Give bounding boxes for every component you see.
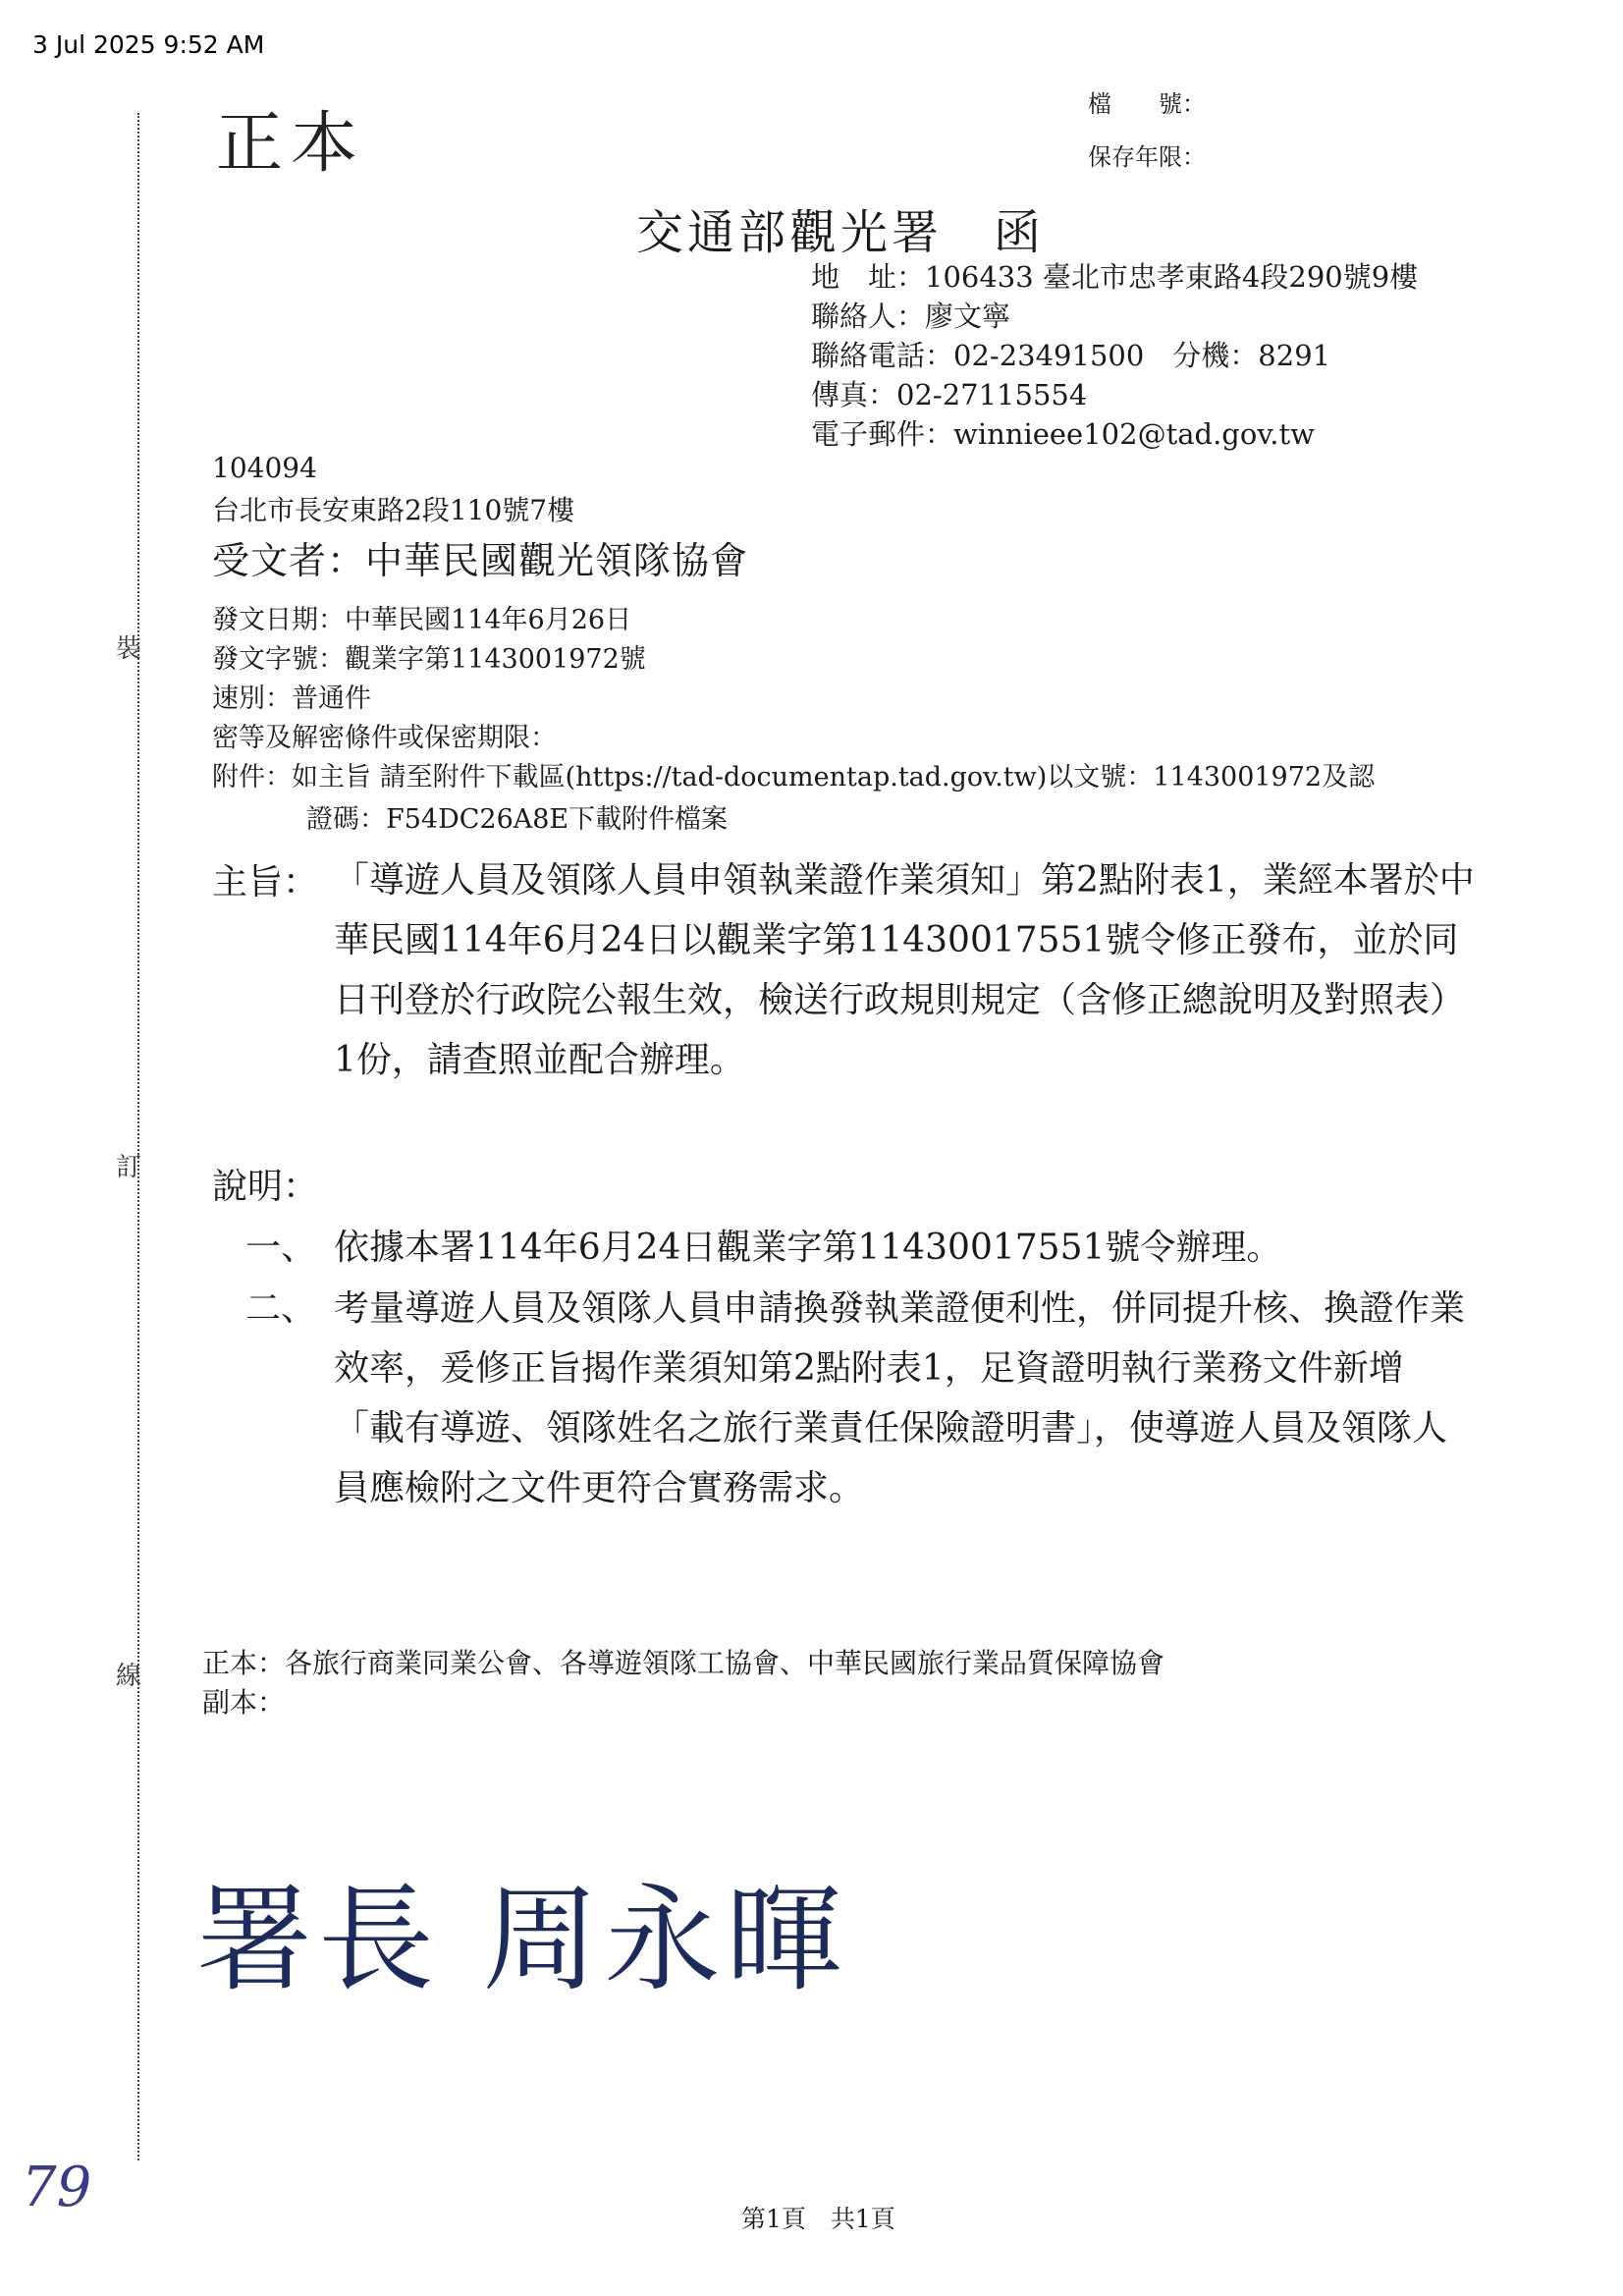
binding-mark-zhuang: 裝 — [116, 634, 142, 664]
subject-label: 主旨： — [212, 862, 319, 902]
subject-text: 「導遊人員及領隊人員申領執業證作業須知」第2點附表1，業經本署於中華民國114年6月24日以觀業字第11430017551號令修正發布，並於同日刊登於行政院公報生效，檢送行政規則規定（含修正總說明及對照表）1份，請查照並配合辦理。 — [334, 860, 1475, 1080]
delivery-speed: 速別：普通件 — [212, 683, 371, 714]
recipient: 受文者：中華民國觀光領隊協會 — [212, 539, 749, 582]
attachment-info-continued: 證碼：F54DC26A8E下載附件檔案 — [306, 804, 729, 835]
binding-margin-line — [137, 113, 139, 2160]
distribution-original: 正本：各旅行商業同業公會、各導遊領隊工協會、中華民國旅行業品質保障協會 — [202, 1647, 1165, 1679]
reference-number: 發文字號：觀業字第1143001972號 — [212, 644, 646, 675]
attachment-info: 附件：如主旨 請至附件下載區(https://tad-documentap.tad.gov.tw)以文號：1143001972及認 — [212, 762, 1376, 793]
secrecy-level: 密等及解密條件或保密期限： — [212, 723, 557, 753]
sender-email: 電子郵件：winnieee102@tad.gov.tw — [811, 417, 1315, 451]
issue-date: 發文日期：中華民國114年6月26日 — [212, 605, 632, 635]
page-number: 第1頁 共1頁 — [741, 2205, 895, 2233]
file-number-label: 檔 號： — [1088, 90, 1206, 118]
sender-contact: 聯絡人：廖文寧 — [811, 300, 1011, 333]
binding-mark-ding: 訂 — [116, 1153, 142, 1182]
retention-period-label: 保存年限： — [1088, 143, 1206, 171]
explanation-item-text: 依據本署114年6月24日觀業字第11430017551號令辦理。 — [334, 1228, 1282, 1268]
scan-timestamp: 3 Jul 2025 9:52 AM — [32, 30, 265, 59]
binding-mark-xian: 線 — [116, 1662, 142, 1691]
sender-phone: 聯絡電話：02-23491500 分機：8291 — [811, 339, 1331, 372]
sender-fax: 傳真：02-27115554 — [811, 378, 1088, 411]
explanation-label: 說明： — [212, 1167, 319, 1207]
explanation-item-number: 二、 — [245, 1288, 317, 1329]
recipient-address: 台北市長安東路2段110號7樓 — [212, 494, 575, 526]
sender-address: 地 址：106433 臺北市忠孝東路4段290號9樓 — [811, 260, 1419, 294]
sender-info — [811, 257, 1418, 454]
recipient-zip: 104094 — [212, 452, 317, 484]
explanation-item-number: 一、 — [245, 1228, 317, 1268]
handwritten-number: 79 — [22, 2156, 92, 2219]
explanation-item-text: 考量導遊人員及領隊人員申請換發執業證便利性，併同提升核、換證作業效率，爰修正旨揭作業須知第2點附表1，足資證明執行業務文件新增「載有導遊、領隊姓名之旅行業責任保險證明書」，使導遊人員及領隊人員應檢附之文件更符合實務需求。 — [334, 1288, 1466, 1508]
distribution-copy: 副本： — [202, 1686, 286, 1719]
director-signature-stamp: 署長 周永暉 — [196, 1872, 848, 2007]
document-meta — [212, 601, 1375, 797]
document-title: 交通部觀光署 函 — [636, 205, 1046, 260]
original-copy-mark: 正本 — [216, 105, 366, 183]
